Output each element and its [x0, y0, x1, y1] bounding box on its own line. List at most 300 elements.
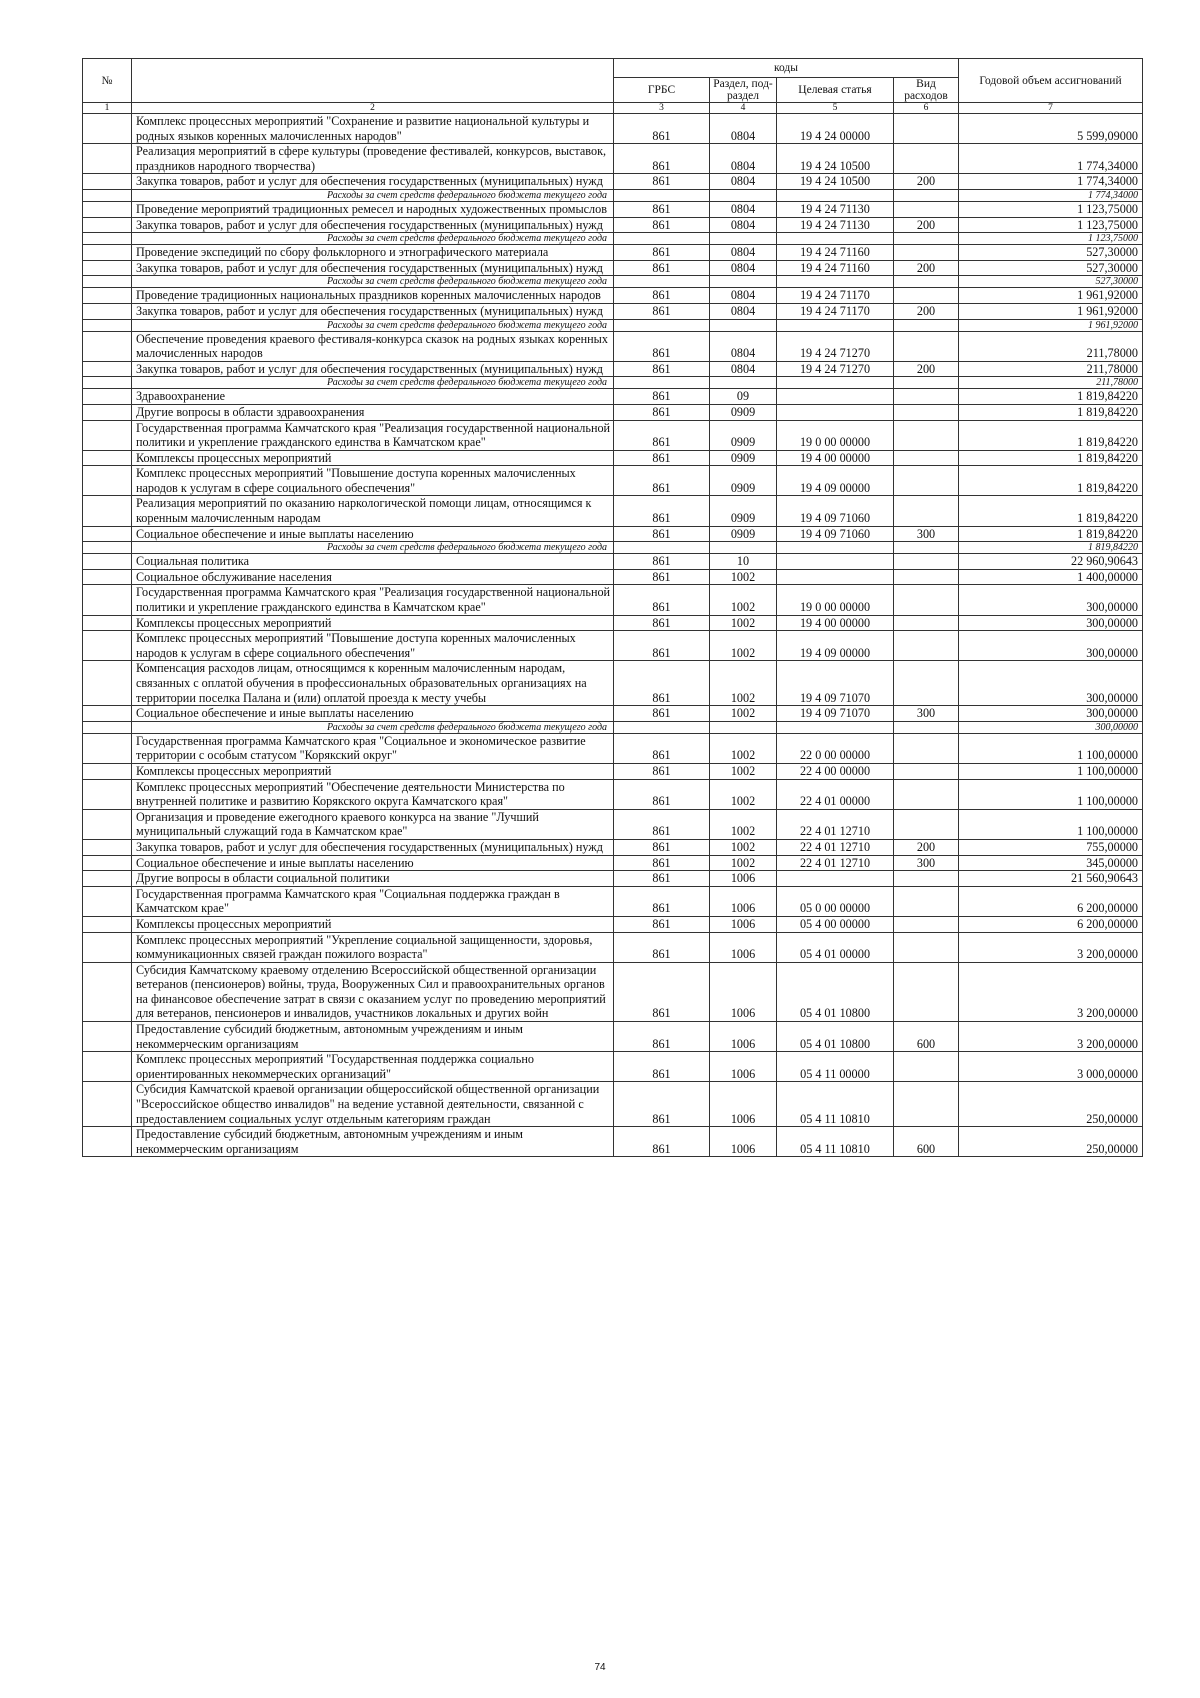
table-row	[83, 389, 1143, 405]
row-amount: 300,00000	[959, 585, 1143, 615]
row-section: 1002	[710, 763, 777, 779]
colnum: 7	[959, 103, 1143, 114]
row-target-article: 05 4 00 00000	[777, 916, 894, 932]
row-target-article	[777, 189, 894, 201]
row-expense-type	[894, 585, 959, 615]
row-expense-type	[894, 420, 959, 450]
row-section: 0804	[710, 260, 777, 276]
colnum: 5	[777, 103, 894, 114]
row-section: 0909	[710, 420, 777, 450]
row-expense-type	[894, 377, 959, 389]
row-target-article: 05 4 11 10810	[777, 1082, 894, 1127]
row-expense-type: 300	[894, 855, 959, 871]
row-name: Проведение традиционных национальных праздников коренных малочисленных народов	[132, 288, 614, 304]
row-section: 1006	[710, 1052, 777, 1082]
row-name: Комплексы процессных мероприятий	[132, 615, 614, 631]
row-name: Другие вопросы в области здравоохранения	[132, 404, 614, 420]
row-grbs: 861	[614, 174, 710, 190]
table-row	[83, 361, 1143, 377]
row-amount: 3 200,00000	[959, 932, 1143, 962]
row-expense-type: 600	[894, 1127, 959, 1157]
row-amount: 1 774,34000	[959, 174, 1143, 190]
header-section: Раздел, под-раздел	[710, 78, 777, 103]
row-grbs: 861	[614, 245, 710, 261]
row-name: Государственная программа Камчатского края "Социальное и экономическое развитие территории с особым статусом "Корякский округ"	[132, 733, 614, 763]
row-number	[83, 585, 132, 615]
row-amount: 6 200,00000	[959, 886, 1143, 916]
row-name: Комплекс процессных мероприятий "Укрепление социальной защищенности, здоровья, коммуникационных связей граждан пожилого возраста"	[132, 932, 614, 962]
row-number	[83, 276, 132, 288]
row-expense-type: 200	[894, 361, 959, 377]
row-grbs: 861	[614, 450, 710, 466]
row-target-article: 22 4 01 12710	[777, 855, 894, 871]
row-name: Государственная программа Камчатского края "Социальная поддержка граждан в Камчатском крае"	[132, 886, 614, 916]
row-expense-type: 300	[894, 526, 959, 542]
header-no: №	[83, 59, 132, 103]
row-expense-type	[894, 331, 959, 361]
row-amount: 1 819,84220	[959, 450, 1143, 466]
row-expense-type	[894, 245, 959, 261]
row-number	[83, 201, 132, 217]
row-number	[83, 303, 132, 319]
row-grbs	[614, 189, 710, 201]
row-target-article: 19 4 24 71130	[777, 217, 894, 233]
row-name: Субсидия Камчатской краевой организации общероссийской общественной организации "Всероссийское общество инвалидов" на ведение уставной деятельности, связанной с предоставлением социальных услуг отдельным категориям граждан	[132, 1082, 614, 1127]
row-target-article: 19 4 24 10500	[777, 174, 894, 190]
row-name: Расходы за счет средств федерального бюджета текущего года	[132, 319, 614, 331]
row-section: 0804	[710, 174, 777, 190]
row-number	[83, 569, 132, 585]
table-row	[83, 871, 1143, 887]
row-expense-type	[894, 932, 959, 962]
row-target-article: 19 4 24 71270	[777, 361, 894, 377]
row-expense-type	[894, 962, 959, 1021]
row-grbs: 861	[614, 839, 710, 855]
table-row	[83, 496, 1143, 526]
row-expense-type	[894, 569, 959, 585]
row-number	[83, 661, 132, 706]
table-row	[83, 661, 1143, 706]
federal-budget-row	[83, 276, 1143, 288]
table-row	[83, 886, 1143, 916]
row-number	[83, 331, 132, 361]
row-name: Комплекс процессных мероприятий "Сохранение и развитие национальной культуры и родных языков коренных малочисленных народов"	[132, 114, 614, 144]
row-target-article: 19 4 09 71070	[777, 706, 894, 722]
row-name: Социальное обеспечение и иные выплаты населению	[132, 526, 614, 542]
row-section: 1002	[710, 855, 777, 871]
row-number	[83, 404, 132, 420]
colnum: 2	[132, 103, 614, 114]
row-section	[710, 276, 777, 288]
row-section: 1002	[710, 779, 777, 809]
table-row	[83, 144, 1143, 174]
row-grbs: 861	[614, 1082, 710, 1127]
row-amount: 527,30000	[959, 260, 1143, 276]
row-section: 0804	[710, 114, 777, 144]
row-amount: 300,00000	[959, 615, 1143, 631]
row-section: 1006	[710, 1082, 777, 1127]
row-section: 0804	[710, 201, 777, 217]
row-amount: 22 960,90643	[959, 554, 1143, 570]
row-name: Компенсация расходов лицам, относящимся к коренным малочисленным народам, связанных с оплатой обучения в профессиональных образовательных организациях на территории поселка Палана и (или) оплатой проезда к месту учебы	[132, 661, 614, 706]
header-volume: Годовой объем ассигнований	[959, 59, 1143, 103]
row-section: 0909	[710, 450, 777, 466]
table-row	[83, 585, 1143, 615]
row-amount: 300,00000	[959, 661, 1143, 706]
row-target-article	[777, 569, 894, 585]
row-target-article	[777, 389, 894, 405]
table-row	[83, 631, 1143, 661]
row-number	[83, 144, 132, 174]
row-number	[83, 1082, 132, 1127]
row-number	[83, 839, 132, 855]
row-amount: 250,00000	[959, 1127, 1143, 1157]
row-grbs: 861	[614, 962, 710, 1021]
row-name: Государственная программа Камчатского края "Реализация государственной национальной политики и укрепление гражданского единства в Камчатском крае"	[132, 585, 614, 615]
row-target-article	[777, 554, 894, 570]
row-grbs: 861	[614, 916, 710, 932]
row-target-article: 19 4 24 71160	[777, 260, 894, 276]
row-section: 1002	[710, 569, 777, 585]
row-name: Расходы за счет средств федерального бюджета текущего года	[132, 377, 614, 389]
row-grbs: 861	[614, 331, 710, 361]
row-expense-type: 300	[894, 706, 959, 722]
row-grbs	[614, 319, 710, 331]
row-target-article	[777, 721, 894, 733]
row-number	[83, 288, 132, 304]
row-amount: 527,30000	[959, 245, 1143, 261]
row-amount: 1 123,75000	[959, 217, 1143, 233]
row-grbs	[614, 276, 710, 288]
row-section: 1006	[710, 962, 777, 1021]
table-row	[83, 420, 1143, 450]
row-number	[83, 189, 132, 201]
row-expense-type: 200	[894, 174, 959, 190]
row-target-article: 19 4 24 71130	[777, 201, 894, 217]
row-expense-type	[894, 631, 959, 661]
row-grbs: 861	[614, 706, 710, 722]
row-amount: 1 123,75000	[959, 233, 1143, 245]
row-target-article: 19 4 09 71060	[777, 496, 894, 526]
row-expense-type	[894, 809, 959, 839]
table-row	[83, 569, 1143, 585]
row-grbs: 861	[614, 554, 710, 570]
row-number	[83, 233, 132, 245]
row-number	[83, 855, 132, 871]
row-section: 0804	[710, 245, 777, 261]
row-number	[83, 361, 132, 377]
row-grbs: 861	[614, 496, 710, 526]
row-section: 1006	[710, 916, 777, 932]
row-expense-type	[894, 288, 959, 304]
row-target-article	[777, 377, 894, 389]
table-row	[83, 1022, 1143, 1052]
table-row	[83, 1052, 1143, 1082]
row-section: 0804	[710, 361, 777, 377]
row-expense-type: 200	[894, 303, 959, 319]
header-column-numbers	[83, 103, 1143, 114]
row-target-article: 05 0 00 00000	[777, 886, 894, 916]
row-section: 1006	[710, 886, 777, 916]
row-number	[83, 174, 132, 190]
row-grbs: 861	[614, 260, 710, 276]
row-number	[83, 871, 132, 887]
row-section: 0909	[710, 466, 777, 496]
row-target-article: 19 4 24 10500	[777, 144, 894, 174]
header-row-1	[83, 59, 1143, 78]
row-number	[83, 1052, 132, 1082]
row-section: 0804	[710, 144, 777, 174]
row-section: 0804	[710, 288, 777, 304]
row-amount: 5 599,09000	[959, 114, 1143, 144]
row-name: Расходы за счет средств федерального бюджета текущего года	[132, 276, 614, 288]
row-grbs: 861	[614, 585, 710, 615]
row-amount: 1 961,92000	[959, 288, 1143, 304]
header-name	[132, 59, 614, 103]
row-section	[710, 319, 777, 331]
row-section	[710, 377, 777, 389]
row-name: Расходы за счет средств федерального бюджета текущего года	[132, 721, 614, 733]
row-section: 1006	[710, 1022, 777, 1052]
row-target-article: 05 4 11 10810	[777, 1127, 894, 1157]
row-target-article: 19 4 09 00000	[777, 466, 894, 496]
row-number	[83, 450, 132, 466]
row-section: 0804	[710, 217, 777, 233]
row-number	[83, 542, 132, 554]
header-grbs: ГРБС	[614, 78, 710, 103]
row-amount: 300,00000	[959, 721, 1143, 733]
row-name: Закупка товаров, работ и услуг для обеспечения государственных (муниципальных) нужд	[132, 260, 614, 276]
federal-budget-row	[83, 377, 1143, 389]
table-row	[83, 466, 1143, 496]
row-number	[83, 260, 132, 276]
row-grbs: 861	[614, 763, 710, 779]
row-section: 1002	[710, 809, 777, 839]
row-grbs: 861	[614, 114, 710, 144]
row-section: 1002	[710, 585, 777, 615]
row-grbs: 861	[614, 886, 710, 916]
row-amount: 1 961,92000	[959, 319, 1143, 331]
row-section: 1002	[710, 631, 777, 661]
row-amount: 1 819,84220	[959, 389, 1143, 405]
row-grbs: 861	[614, 631, 710, 661]
row-target-article: 22 4 00 00000	[777, 763, 894, 779]
row-number	[83, 631, 132, 661]
row-name: Другие вопросы в области социальной политики	[132, 871, 614, 887]
row-grbs: 861	[614, 389, 710, 405]
row-section: 0804	[710, 331, 777, 361]
row-amount: 1 819,84220	[959, 404, 1143, 420]
row-target-article: 05 4 01 00000	[777, 932, 894, 962]
row-name: Предоставление субсидий бюджетным, автономным учреждениям и иным некоммерческим организациям	[132, 1022, 614, 1052]
federal-budget-row	[83, 189, 1143, 201]
row-grbs: 861	[614, 615, 710, 631]
row-grbs: 861	[614, 217, 710, 233]
row-name: Обеспечение проведения краевого фестиваля-конкурса сказок на родных языках коренных малочисленных народов	[132, 331, 614, 361]
row-amount: 300,00000	[959, 706, 1143, 722]
row-name: Закупка товаров, работ и услуг для обеспечения государственных (муниципальных) нужд	[132, 303, 614, 319]
row-number	[83, 496, 132, 526]
row-name: Предоставление субсидий бюджетным, автономным учреждениям и иным некоммерческим организациям	[132, 1127, 614, 1157]
row-target-article: 19 4 00 00000	[777, 450, 894, 466]
table-row	[83, 526, 1143, 542]
row-expense-type	[894, 189, 959, 201]
row-grbs: 861	[614, 1022, 710, 1052]
row-expense-type	[894, 542, 959, 554]
row-number	[83, 932, 132, 962]
row-amount: 1 819,84220	[959, 526, 1143, 542]
row-expense-type	[894, 496, 959, 526]
row-grbs: 861	[614, 932, 710, 962]
row-amount: 211,78000	[959, 361, 1143, 377]
row-section: 0909	[710, 404, 777, 420]
row-name: Социальная политика	[132, 554, 614, 570]
row-section: 1002	[710, 733, 777, 763]
row-target-article: 22 0 00 00000	[777, 733, 894, 763]
row-amount: 1 819,84220	[959, 542, 1143, 554]
row-section	[710, 542, 777, 554]
row-target-article: 19 4 24 71170	[777, 288, 894, 304]
row-name: Социальное обеспечение и иные выплаты населению	[132, 855, 614, 871]
row-target-article	[777, 404, 894, 420]
row-expense-type	[894, 276, 959, 288]
row-expense-type	[894, 871, 959, 887]
row-name: Комплекс процессных мероприятий "Государственная поддержка социально ориентированных некоммерческих организаций"	[132, 1052, 614, 1082]
row-amount: 1 819,84220	[959, 466, 1143, 496]
row-grbs: 861	[614, 466, 710, 496]
row-expense-type	[894, 733, 959, 763]
table-row	[83, 733, 1143, 763]
row-expense-type	[894, 615, 959, 631]
colnum: 3	[614, 103, 710, 114]
table-row	[83, 932, 1143, 962]
row-number	[83, 779, 132, 809]
row-name: Закупка товаров, работ и услуг для обеспечения государственных (муниципальных) нужд	[132, 174, 614, 190]
row-amount: 1 100,00000	[959, 779, 1143, 809]
table-row	[83, 303, 1143, 319]
row-target-article	[777, 319, 894, 331]
table-row	[83, 404, 1143, 420]
row-expense-type	[894, 1082, 959, 1127]
budget-sheet	[82, 58, 1142, 1157]
row-target-article	[777, 276, 894, 288]
row-section: 1002	[710, 839, 777, 855]
row-expense-type	[894, 201, 959, 217]
row-amount: 1 100,00000	[959, 763, 1143, 779]
row-expense-type	[894, 233, 959, 245]
row-expense-type	[894, 404, 959, 420]
row-number	[83, 217, 132, 233]
row-target-article: 19 4 00 00000	[777, 615, 894, 631]
table-row	[83, 245, 1143, 261]
row-number	[83, 886, 132, 916]
row-target-article: 22 4 01 00000	[777, 779, 894, 809]
row-section: 1006	[710, 932, 777, 962]
row-expense-type	[894, 319, 959, 331]
federal-budget-row	[83, 721, 1143, 733]
row-name: Комплексы процессных мероприятий	[132, 916, 614, 932]
row-target-article: 22 4 01 12710	[777, 809, 894, 839]
row-section: 10	[710, 554, 777, 570]
table-row	[83, 706, 1143, 722]
row-amount: 1 100,00000	[959, 733, 1143, 763]
row-name: Комплекс процессных мероприятий "Повышение доступа коренных малочисленных народов к услугам в сфере социального обеспечения"	[132, 466, 614, 496]
row-target-article: 19 4 24 71160	[777, 245, 894, 261]
row-expense-type	[894, 886, 959, 916]
row-name: Реализация мероприятий по оказанию наркологической помощи лицам, относящимся к коренным малочисленным народам	[132, 496, 614, 526]
table-row	[83, 839, 1143, 855]
row-section: 0909	[710, 526, 777, 542]
row-grbs	[614, 233, 710, 245]
row-number	[83, 526, 132, 542]
row-target-article: 19 4 09 00000	[777, 631, 894, 661]
row-name: Закупка товаров, работ и услуг для обеспечения государственных (муниципальных) нужд	[132, 361, 614, 377]
row-amount: 21 560,90643	[959, 871, 1143, 887]
row-expense-type	[894, 1052, 959, 1082]
row-number	[83, 916, 132, 932]
row-name: Реализация мероприятий в сфере культуры (проведение фестивалей, конкурсов, выставок, праздников народного творчества)	[132, 144, 614, 174]
federal-budget-row	[83, 233, 1143, 245]
row-expense-type	[894, 763, 959, 779]
table-row	[83, 554, 1143, 570]
row-number	[83, 733, 132, 763]
table-body	[83, 114, 1143, 1157]
row-number	[83, 466, 132, 496]
row-section: 1002	[710, 706, 777, 722]
row-name: Расходы за счет средств федерального бюджета текущего года	[132, 542, 614, 554]
row-section: 0909	[710, 496, 777, 526]
row-number	[83, 1127, 132, 1157]
row-grbs: 861	[614, 569, 710, 585]
row-name: Государственная программа Камчатского края "Реализация государственной национальной политики и укрепление гражданского единства в Камчатском крае"	[132, 420, 614, 450]
row-number	[83, 615, 132, 631]
row-grbs: 861	[614, 779, 710, 809]
row-amount: 6 200,00000	[959, 916, 1143, 932]
page-number: 74	[594, 1662, 606, 1673]
row-number	[83, 389, 132, 405]
row-amount: 250,00000	[959, 1082, 1143, 1127]
row-name: Проведение мероприятий традиционных ремесел и народных художественных промыслов	[132, 201, 614, 217]
row-section	[710, 233, 777, 245]
row-target-article: 19 4 24 71170	[777, 303, 894, 319]
row-section: 1006	[710, 871, 777, 887]
row-number	[83, 377, 132, 389]
row-grbs: 861	[614, 201, 710, 217]
row-grbs: 861	[614, 809, 710, 839]
table-row	[83, 1127, 1143, 1157]
row-target-article	[777, 233, 894, 245]
row-name: Расходы за счет средств федерального бюджета текущего года	[132, 233, 614, 245]
row-amount: 527,30000	[959, 276, 1143, 288]
row-target-article: 22 4 01 12710	[777, 839, 894, 855]
row-name: Здравоохранение	[132, 389, 614, 405]
row-amount: 1 774,34000	[959, 189, 1143, 201]
row-number	[83, 420, 132, 450]
row-section: 1002	[710, 661, 777, 706]
row-target-article: 05 4 11 00000	[777, 1052, 894, 1082]
row-amount: 300,00000	[959, 631, 1143, 661]
row-expense-type	[894, 389, 959, 405]
row-expense-type: 200	[894, 839, 959, 855]
row-grbs: 861	[614, 526, 710, 542]
row-amount: 211,78000	[959, 331, 1143, 361]
row-target-article: 19 4 24 71270	[777, 331, 894, 361]
colnum: 4	[710, 103, 777, 114]
row-section	[710, 189, 777, 201]
row-amount: 345,00000	[959, 855, 1143, 871]
header-target: Целевая статья	[777, 78, 894, 103]
table-row	[83, 916, 1143, 932]
